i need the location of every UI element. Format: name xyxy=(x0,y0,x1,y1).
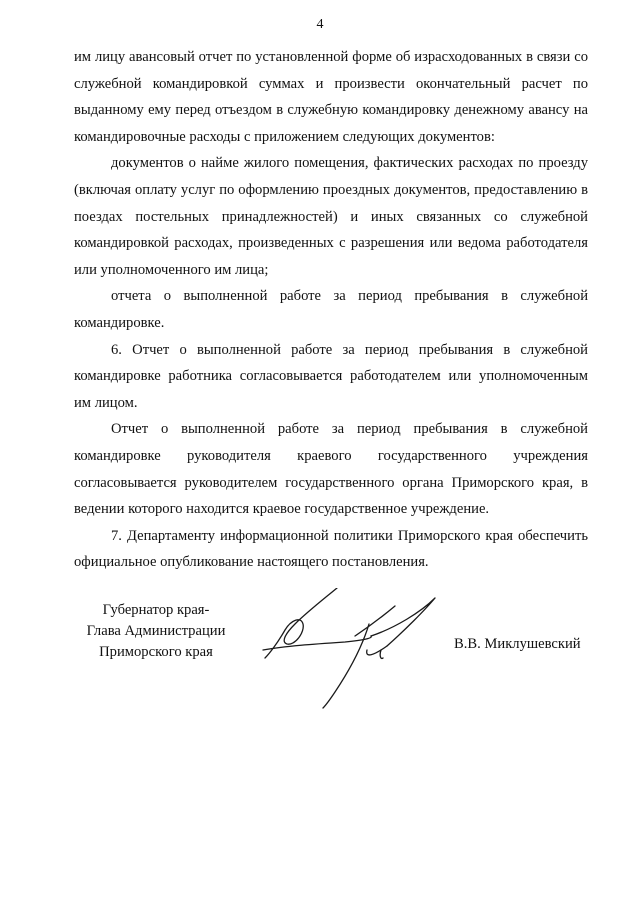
signer-name: В.В. Миклушевский xyxy=(454,636,581,652)
handwritten-signature xyxy=(255,588,455,718)
paragraph-item-7: 7. Департаменту информационной политики Приморского края обеспечить официальное опубликование настоящего постановления. xyxy=(74,527,588,571)
signer-title-line-1: Губернатор края- xyxy=(102,602,210,618)
signature-block xyxy=(0,600,640,720)
paragraph-item-6: 6. Отчет о выполненной работе за период пребывания в служебной командировке работника согласовывается работодателем или уполномоченным им лицом. xyxy=(74,341,588,411)
paragraph-documents-report: отчета о выполненной работе за период пребывания в служебной командировке. xyxy=(74,288,588,331)
signer-title xyxy=(58,600,254,663)
paragraph-head-report: Отчет о выполненной работе за период пребывания в служебной командировке руководителя краевого государственного учреждения согласовывается руководителем государственного органа Приморского края, в ведении которого находится краевое государственное учреждение. xyxy=(74,421,588,518)
document-body xyxy=(74,44,588,576)
signer-title-line-2: Глава Администрации xyxy=(86,623,226,639)
paragraph-documents-lodging: документов о найме жилого помещения, фактических расходах по проезду (включая оплату услуг по оформлению проездных документов, предоставлению в поездах постельных принадлежностей) и иных связанных со служебной командировкой расходах, произведенных с разрешения или ведома работодателя или уполномоченного им лица; xyxy=(74,155,588,278)
signer-title-line-3: Приморского края xyxy=(99,644,213,660)
page-number: 4 xyxy=(316,17,324,32)
paragraph-continuation: им лицу авансовый отчет по установленной форме об израсходованных в связи со служебной командировкой суммах и произвести окончательный расчет по выданному ему перед отъездом в служебную командировку денежному авансу на командировочные расходы с приложением следующих документов: xyxy=(74,49,588,145)
